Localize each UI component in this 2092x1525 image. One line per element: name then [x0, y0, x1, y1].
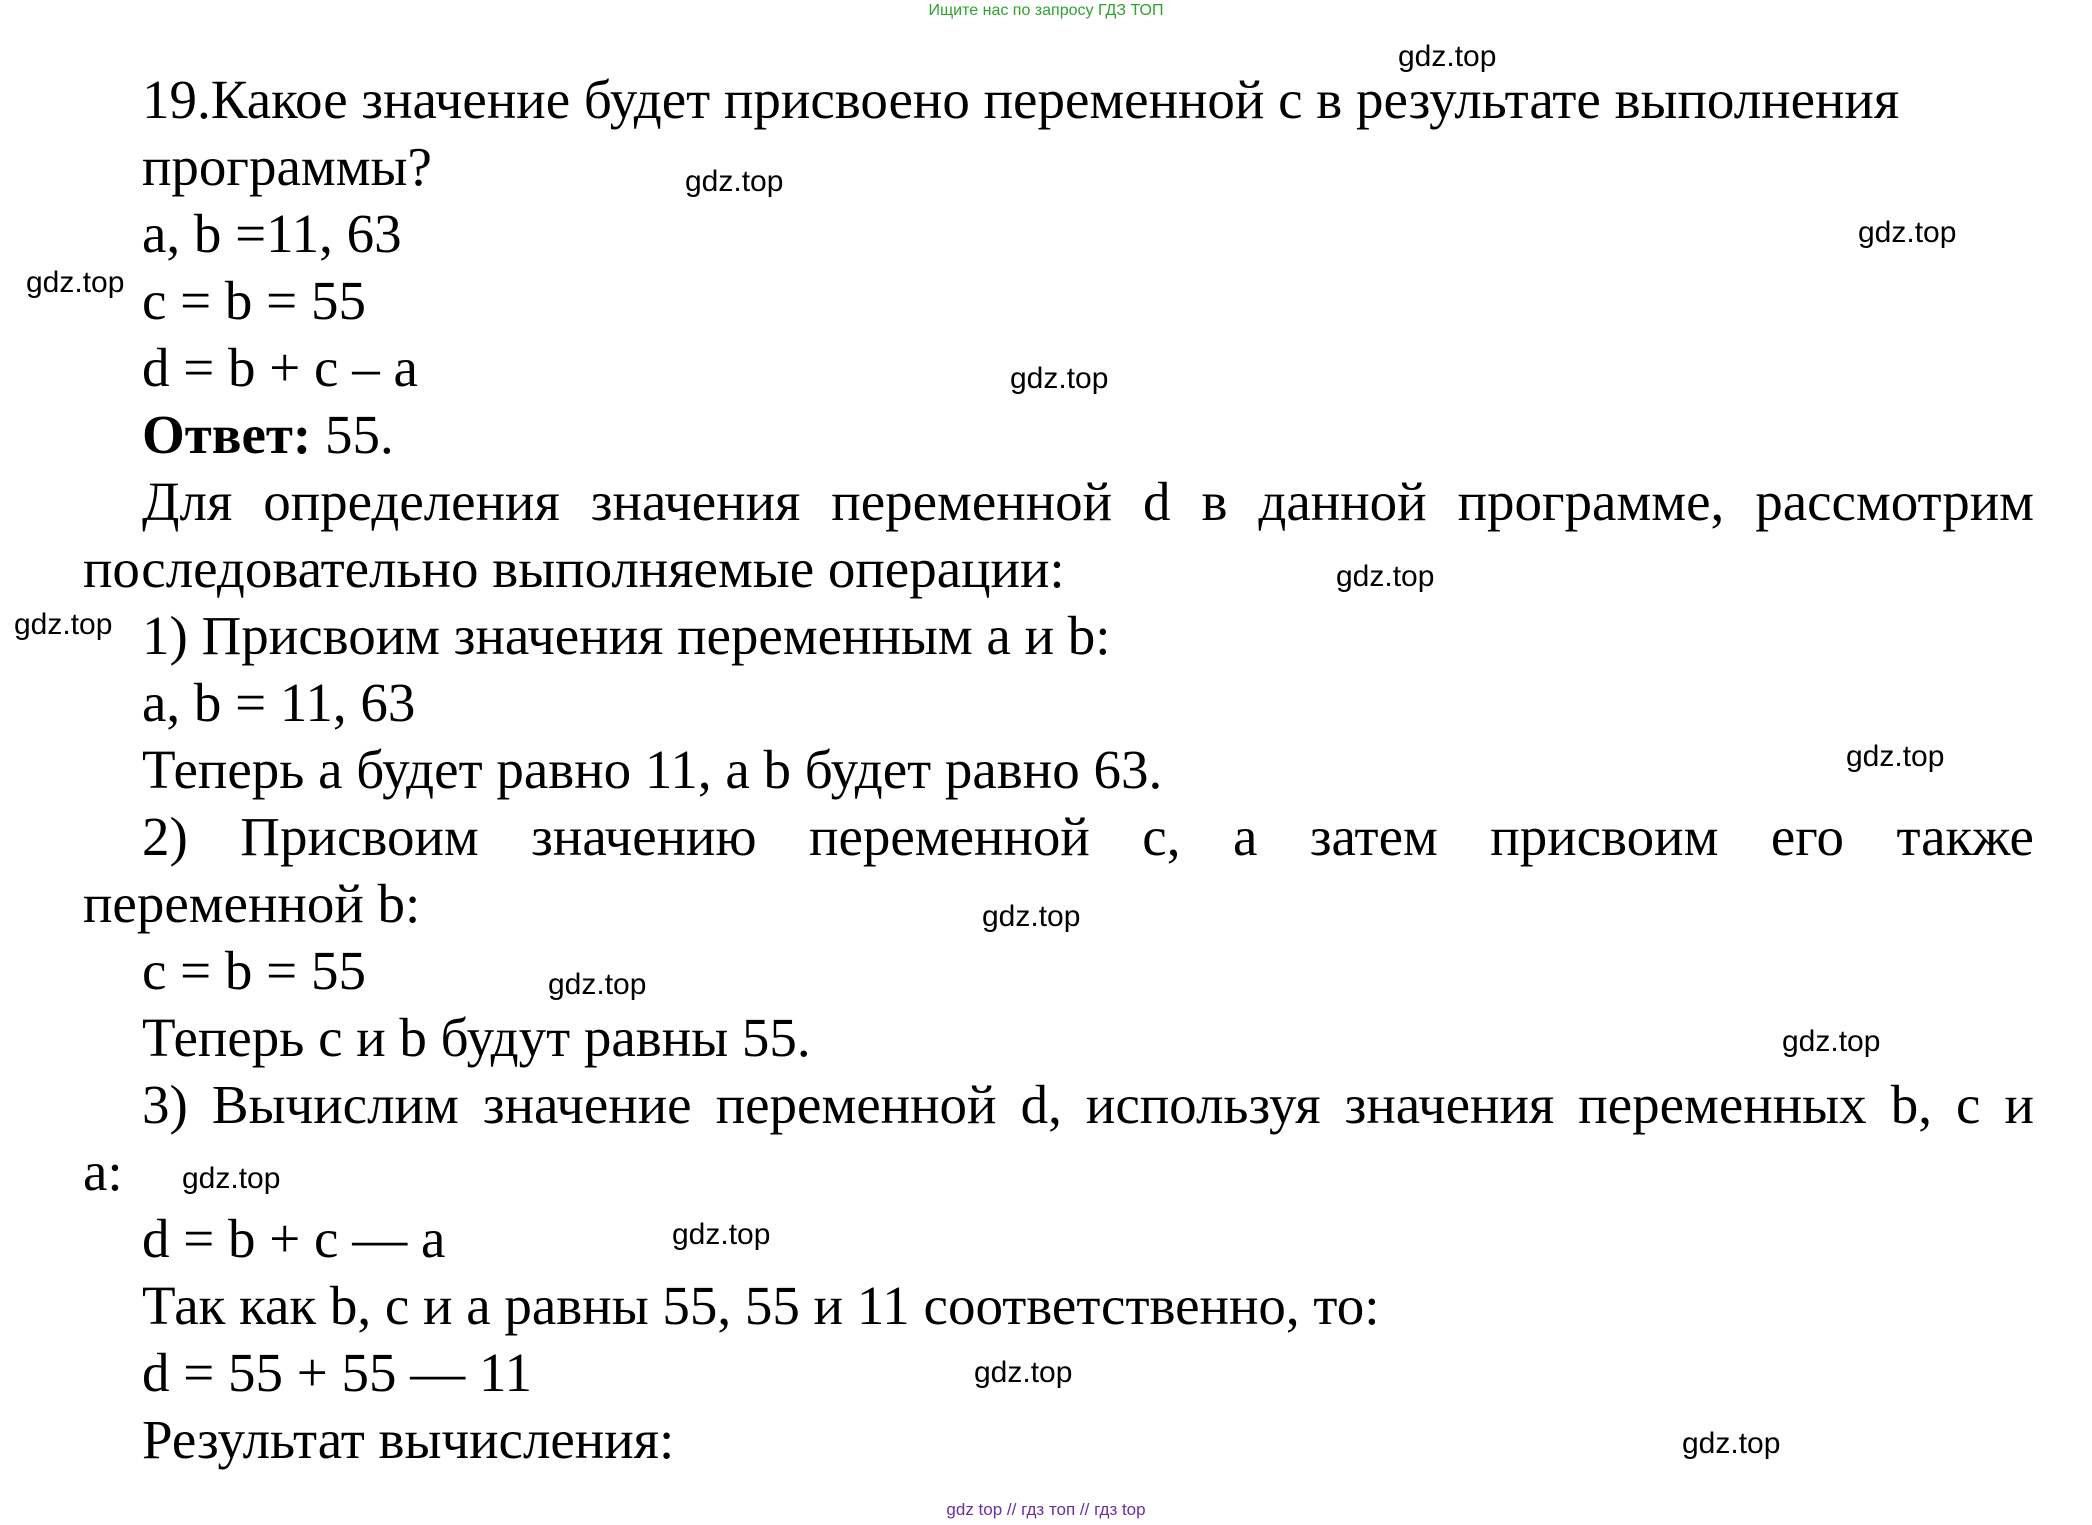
- step2-word: 2): [142, 806, 188, 867]
- step2-result: Теперь c и b будут равны 55.: [142, 1007, 811, 1068]
- step2-word: Присвоим: [240, 806, 479, 867]
- step3-calc: d = 55 + 55 — 11: [142, 1342, 532, 1403]
- step3-word: переменных: [1578, 1074, 1867, 1135]
- step1-code: a, b = 11, 63: [142, 672, 416, 733]
- watermark: gdz.top: [1010, 362, 1109, 395]
- code-line-3: d = b + c – a: [142, 337, 418, 398]
- step3-word: c: [1956, 1074, 1981, 1135]
- watermark: gdz.top: [548, 968, 647, 1001]
- intro-line-1: [142, 469, 2034, 535]
- step1-title: 1) Присвоим значения переменным a и b:: [142, 605, 1111, 666]
- intro-word: Для: [142, 471, 233, 532]
- intro-word: d: [1143, 471, 1171, 532]
- step2-word: переменной: [809, 806, 1090, 867]
- watermark: gdz.top: [14, 608, 113, 641]
- step3-code: d = b + c — a: [142, 1208, 446, 1269]
- question-line-1: 19.Какое значение будет присвоено переменной c в результате выполнения: [142, 69, 1900, 130]
- watermark: gdz.top: [1782, 1025, 1881, 1058]
- code-line-1: a, b =11, 63: [142, 203, 402, 264]
- step2-line-2: переменной b:: [83, 873, 421, 934]
- watermark: gdz.top: [974, 1356, 1073, 1389]
- intro-word: программе,: [1457, 471, 1725, 532]
- watermark: gdz.top: [982, 900, 1081, 933]
- watermark: gdz.top: [1336, 560, 1435, 593]
- step3-line-1: [142, 1072, 2034, 1138]
- watermark: gdz.top: [672, 1218, 771, 1251]
- step2-word: c,: [1142, 806, 1181, 867]
- watermark: gdz.top: [685, 165, 784, 198]
- intro-line-2: последовательно выполняемые операции:: [83, 538, 1065, 599]
- step3-word: Вычислим: [211, 1074, 459, 1135]
- intro-word: данной: [1258, 471, 1427, 532]
- watermark: gdz.top: [182, 1162, 281, 1195]
- step2-word: значению: [531, 806, 757, 867]
- watermark: gdz.top: [1858, 216, 1957, 249]
- top-banner: Ищите нас по запросу ГДЗ ТОП: [928, 2, 1164, 19]
- answer-line: [142, 402, 394, 468]
- footer: gdz top // гдз топ // гдз top: [946, 1500, 1146, 1519]
- intro-word: определения: [263, 471, 560, 532]
- step3-word: значения: [1344, 1074, 1555, 1135]
- watermark: gdz.top: [1398, 40, 1497, 73]
- question-line-2: программы?: [142, 136, 432, 197]
- step3-word: переменной: [715, 1074, 997, 1135]
- intro-word: переменной: [831, 471, 1113, 532]
- answer-value: 55.: [311, 404, 394, 465]
- intro-word: в: [1201, 471, 1228, 532]
- step2-word: а: [1232, 806, 1258, 867]
- step1-result: Теперь a будет равно 11, а b будет равно 63.: [142, 739, 1163, 800]
- result-label: Результат вычисления:: [142, 1409, 675, 1470]
- step3-line-2: a:: [83, 1141, 123, 1202]
- watermark: gdz.top: [1846, 740, 1945, 773]
- step2-code: c = b = 55: [142, 940, 366, 1001]
- step3-word: и: [2004, 1074, 2034, 1135]
- step2-word: присвоим: [1490, 806, 1719, 867]
- intro-word: значения: [590, 471, 801, 532]
- step3-values: Так как b, c и a равны 55, 55 и 11 соответственно, то:: [142, 1275, 1380, 1336]
- step3-word: используя: [1085, 1074, 1321, 1135]
- watermark: gdz.top: [26, 266, 125, 299]
- step2-word: его: [1770, 806, 1844, 867]
- step3-word: значение: [482, 1074, 692, 1135]
- step3-word: 3): [142, 1074, 188, 1135]
- step3-word: b,: [1890, 1074, 1932, 1135]
- watermark: gdz.top: [1682, 1427, 1781, 1460]
- step3-word: d,: [1020, 1074, 1062, 1135]
- intro-word: рассмотрим: [1755, 471, 2034, 532]
- code-line-2: c = b = 55: [142, 270, 366, 331]
- answer-label: Ответ:: [142, 404, 312, 465]
- step2-word: также: [1896, 806, 2034, 867]
- step2-word: затем: [1309, 806, 1438, 867]
- step2-line-1: [142, 804, 2034, 870]
